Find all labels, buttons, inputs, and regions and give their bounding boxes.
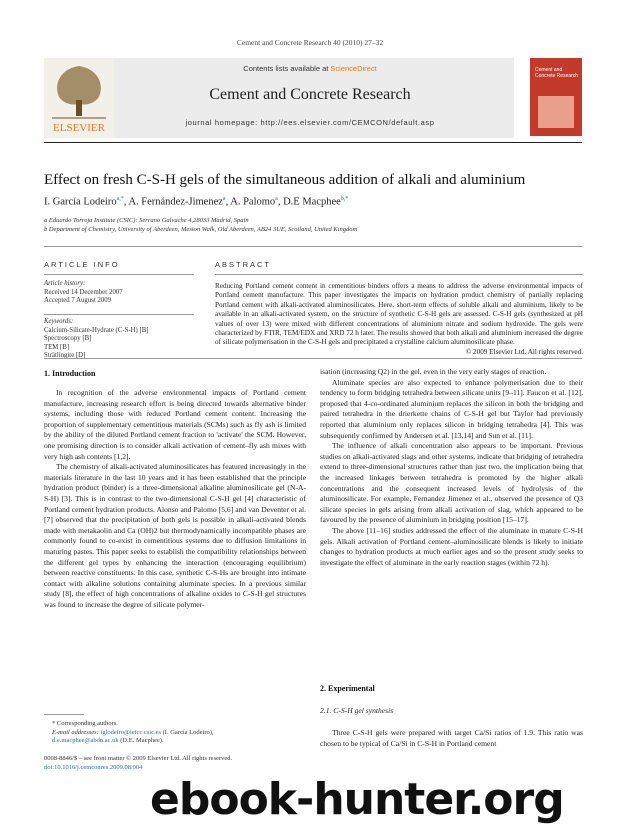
article-info-heading: ARTICLE INFO [44,260,120,269]
right-column-continued [320,728,583,749]
keyword: TEM [B] [44,343,70,351]
emails-label: E-mail addresses: [52,728,99,736]
keyword: Strätlingite [D] [44,352,86,360]
article-history [44,280,194,306]
accepted-date: Accepted 7 August 2009 [44,297,112,305]
corresponding-note: * Corresponding authors. [52,720,118,727]
article-info-rule [44,274,194,275]
article-title: Effect on fresh C-S-H gels of the simultaneous addition of alkali and aluminium [44,172,526,188]
paragraph: In recognition of the adverse environmental impacts of Portland cement manufacture, increasing research effort is being directed towards alternative binder systems, including those with reduced Portland cement content. Increasing the proportion of supplementary cementitious materials (SCMs) such as fly ash is limited by the ability of the diluted Portland cement fraction to 'activate' the SCM. However, one promising direction is to consider alkali activation of cement–fly ash mixes with very high ash contents [1,2]. [44,388,306,461]
paragraph: isation (increasing Q2) in the gel, even in the very early stages of reaction. [320,367,547,376]
affiliation-a: a Eduardo Torroja Institute (CSIC): Serrano Galvache 4,28033 Madrid, Spain [44,217,249,224]
keywords-block [44,318,194,361]
section-heading-experimental: 2. Experimental [320,684,375,693]
author-name: A. Fernández-Jimenez [128,196,223,208]
paragraph: Aluminate species are also expected to enhance polymerisation due to their tendency to form bridging tetrahedra between silicate units [9–11]. Faucon et al. [12], proposed that 4-co-ordinated aluminium replaces the silicon in both the bridging and paired tetrahedra in the drierkette chains of C-S-H gel but Taylor had previously reported that aluminium only replaces silicon in bridging tetrahedra [4]. This was subsequently confirmed by Andersen et al. [13,14] and Sun et al. [11]. [320,377,583,440]
paragraph: Three C-S-H gels were prepared with target Ca/Si ratios of 1.9. This ratio was chosen to be typical of Ca/Si in C-S-H in Portland cement [320,728,583,748]
author-sup[interactable]: a [275,196,278,202]
elsevier-logo [44,58,114,138]
footnotes [52,720,302,746]
journal-name: Cement and Concrete Research [209,86,411,103]
affiliation-b: b Department of Chemistry, University of Aberdeen, Meston Walk, Old Aberdeen, AB24 3UE, Scotland, United Kingdom [44,226,358,233]
abstract-rule [215,274,583,275]
author-name: I. García Lodeiro [44,196,117,208]
keyword: Spectroscopy [B] [44,335,92,343]
subsection-heading: 2.1. C-S-H gel synthesis [320,706,394,715]
author-list: I. García Lodeiro$^{a,*}$, A. Fernández-Jimenez$^a$, A. Palomo$^a$, D.E Macphee$^{b,*}$ [44,196,349,208]
abstract-body: Reducing Portland cement content in cementitious binders offers a means to address the adverse environmental impacts of Portland cement manufacture. This paper investigates the impacts on hydration product chemistry of partially replacing Portland cement with alkali-activated aluminosilicates. Here, short-term effects of soluble alkali and aluminium, likely to be available in an alkali-activated system, on the structure of synthetic C-S-H gels are assessed. C-S-H gels (synthesized at pH values of over 13) were mixed with different concentrations of aluminium nitrate and sodium hydroxide. The gels were characterized by FTIR, TEM/EDX and XRD 72 h later. The results showed that both alkali and aluminium increased the degree of silicate polymerisation in the C-S-H gels and precipitated a crystalline calcium aluminosilicate phase. [215,282,583,347]
watermark-text: ebook-hunter.org [150,774,564,825]
sciencedirect-link[interactable]: ScienceDirect [330,64,377,73]
contents-prefix: Contents lists available at [243,64,331,73]
running-head: Cement and Concrete Research 40 (2010) 27–32 [236,38,384,47]
cover-artwork [538,96,574,128]
journal-homepage[interactable]: journal homepage: http://ees.elsevier.com/CEMCON/default.asp [185,118,435,127]
author-sup[interactable]: b,* [340,196,349,202]
body-rule [44,358,582,359]
right-column [320,367,583,568]
affiliation-rule [44,246,582,247]
doi-link[interactable]: doi:10.1016/j.cemconres.2009.08.004 [44,763,143,771]
abstract-heading: ABSTRACT [215,260,272,269]
cover-title: Cement and Concrete Research [535,67,579,79]
header-rule [44,142,582,143]
email-owner: (I. García Lodeiro), [162,728,214,736]
author-sup[interactable]: a [222,196,226,202]
footnote-rule [44,714,84,715]
keywords-label: Keywords: [44,318,74,325]
abstract-text [215,282,583,357]
paragraph: The chemistry of alkali-activated aluminosilicates has featured increasingly in the materials literature in the last 10 years and it has been established that the principle hydration product (binder) is a three-dimensional alkaline aluminosilicate gel (N-A-S-H) [3]. This is in contrast to the two-dimensional C-S-H gel [4] characteristic of Portland cement hydration products. Alonso and Palomo [5,6] and van Deventer et al. [7] observed that the precipitation of both gels is possible in alkali-activated blends made with metakaolin and Ca (OH)2 but thermodynamically incompatible phases are commonly found to co-exist in cementitious systems due to diffusion limitations in maturing pastes. This paper seeks to establish the compatibility relationships between the different gel types by enhancing the interaction (encouraging equilibrium) between reactive constituents. In this case, synthetic C-S-Hs are brought into intimate contact with alkaline solutions containing aluminate species. In a previous similar study [8], the effect of high concentrations of alkaline oxides to C-S-H gel structures was found to increase the degree of silicate polymer- [44,462,306,609]
history-label: Article history: [44,280,86,287]
contents-line [150,64,470,73]
author-name: D.E Macphee [283,196,341,208]
author-sup[interactable]: a,* [116,196,124,202]
email-link[interactable]: d.e.macphee@abdn.ac.uk [52,737,119,745]
keyword: Calcium-Silicate-Hydrate (C-S-H) [B] [44,326,149,334]
elsevier-logo-text: ELSEVIER [53,122,105,134]
paragraph: The above [11–16] studies addressed the effect of the aluminate in mature C-S-H gels. Alkali activation of Portland cement–aluminosilicate blends is likely to initiate changes to hydration products at much earlier ages and so the present study seeks to investigate the effect of aluminate in the early reaction stages (within 72 h). [320,525,583,567]
paragraph: The influence of alkali concentration also appears to be important. Previous studies on alkali-activated slags and other systems, indicate that bridging of tetrahedra extend to three-dimensional structures rather than just two, the implication being that the increased linkages between tetrahedra is promoted by the higher alkali concentrations and the consequent increased levels of hydrolysis of the aluminosilicate. For example, Fernandez Jimenez et al., observed the presence of Q3 silicate species in gels arising from alkali activation of slag, which appeared to be favoured by the presence of aluminium in bridging position [15–17]. [320,441,583,525]
copyright: © 2009 Elsevier Ltd. All rights reserved. [465,347,583,356]
email-owner: (D.E. Macphee). [120,737,164,745]
front-matter [44,755,314,772]
email-link[interactable]: iglodeiro@ietcc.csic.es [100,728,162,736]
author-name: A. Palomo [230,196,276,208]
section-heading-introduction: 1. Introduction [44,369,96,378]
received-date: Received 14 December 2007 [44,288,123,296]
issn-line: 0008-8846/$ – see front matter © 2009 Elsevier Ltd. All rights reserved. [44,755,233,762]
left-column [44,388,306,610]
keywords-rule [44,314,194,315]
